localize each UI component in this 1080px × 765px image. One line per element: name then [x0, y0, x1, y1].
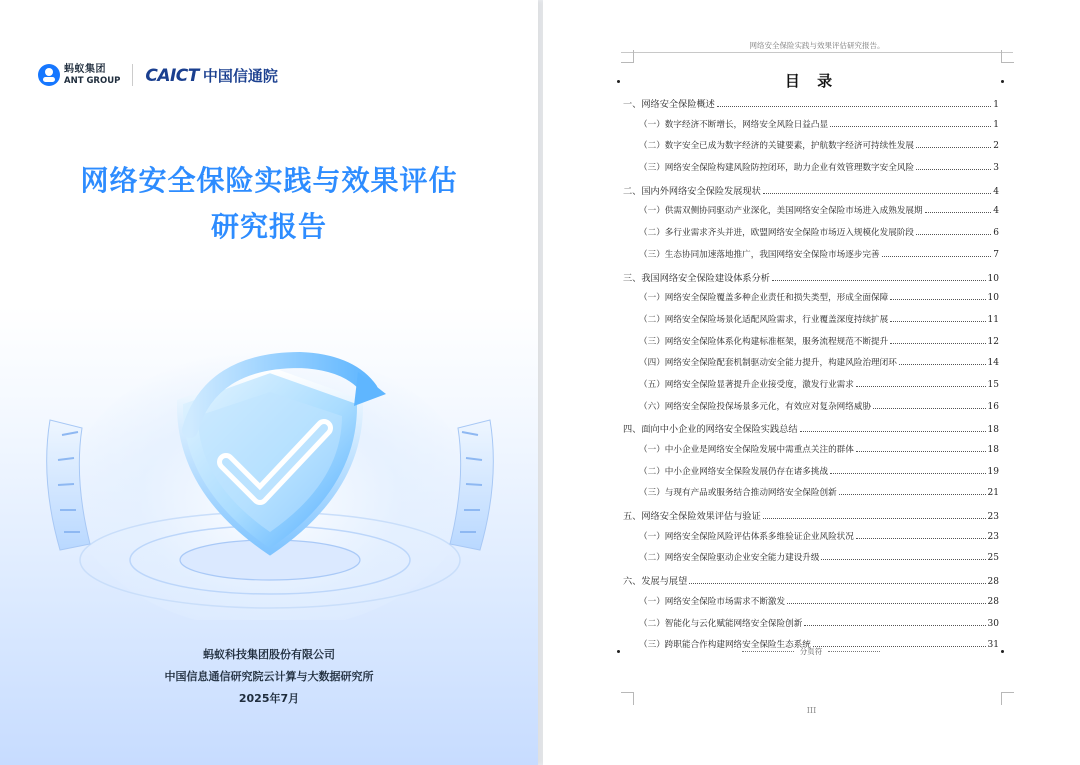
toc-entry-title: 五、网络安全保险效果评估与验证 [623, 511, 761, 523]
toc-dot-leader [830, 126, 991, 127]
toc-entry-page-number: 4 [993, 186, 999, 197]
toc-dot-leader [882, 256, 992, 257]
toc-dot-leader [890, 343, 985, 344]
toc-dot-leader [856, 538, 986, 539]
toc-chapter-entry[interactable] [623, 96, 999, 118]
toc-section-entry[interactable] [623, 204, 999, 226]
toc-entry-page-number: 28 [987, 596, 999, 607]
toc-section-entry[interactable] [623, 486, 999, 508]
caict-logo-en: CAICT [145, 65, 199, 86]
toc-entry-page-number: 7 [993, 249, 999, 260]
toc-dot-leader [787, 603, 985, 604]
toc-entry-title: 三、我国网络安全保险建设体系分析 [623, 272, 770, 284]
cover-date: 2025年7月 [238, 692, 300, 705]
bullet-dot [1001, 650, 1004, 653]
toc-entry-page-number: 10 [987, 273, 999, 284]
toc-entry-page-number: 6 [993, 228, 999, 239]
toc-entry-title: （三）网络安全保险构建风险防控闭环，助力企业有效管理数字安全风险 [639, 163, 915, 174]
cover-publishers [0, 644, 538, 710]
toc-dot-leader [821, 559, 985, 560]
toc-section-entry[interactable] [623, 617, 999, 639]
toc-entry-page-number: 12 [987, 336, 999, 347]
toc-dot-leader [925, 212, 992, 213]
cover-title-line1: 网络安全保险实践与效果评估 [80, 164, 458, 197]
toc-section-entry[interactable] [623, 139, 999, 161]
toc-entry-page-number: 3 [993, 163, 999, 174]
toc-chapter-entry[interactable] [623, 573, 999, 595]
toc-list [623, 96, 999, 660]
toc-entry-title: 一、网络安全保险概述 [623, 99, 715, 110]
toc-chapter-entry[interactable] [623, 270, 999, 292]
toc-entry-title: （二）多行业需求齐头并进，欧盟网络安全保险市场迈入规模化发展阶段 [639, 228, 915, 239]
toc-entry-title: （六）网络安全保险投保场景多元化，有效应对复杂网络威胁 [639, 401, 872, 412]
toc-dot-leader [763, 193, 991, 194]
toc-entry-title: （三）与现有产品或服务结合推动网络安全保险创新 [639, 488, 837, 499]
toc-entry-page-number: 2 [993, 141, 999, 152]
section-break-marker [623, 646, 999, 657]
toc-entry-title: （一）数字经济不断增长，网络安全风险日益凸显 [639, 119, 829, 130]
toc-heading: 目 录 [784, 72, 839, 90]
toc-entry-page-number: 19 [987, 466, 999, 477]
toc-entry-title: （二）网络安全保险驱动企业安全能力建设升级 [639, 553, 820, 564]
toc-entry-title: （五）网络安全保险显著提升企业接受度，激发行业需求 [639, 379, 854, 390]
crop-mark-top-left [621, 50, 634, 63]
toc-dot-leader [839, 494, 986, 495]
toc-entry-title: （二）数字安全已成为数字经济的关键要素，护航数字经济可持续性发展 [639, 141, 915, 152]
toc-dot-leader [856, 386, 986, 387]
toc-entry-page-number: 11 [987, 314, 999, 325]
crop-mark-top-right [1001, 50, 1014, 63]
toc-entry-page-number: 16 [987, 401, 999, 412]
toc-entry-title: 二、国内外网络安全保险发展现状 [623, 185, 761, 197]
toc-entry-page-number: 30 [987, 618, 999, 629]
bullet-dot [617, 650, 620, 653]
toc-section-entry[interactable] [623, 291, 999, 313]
toc-dot-leader [763, 518, 986, 519]
running-head: 网络安全保险实践与效果评估研究报告。 [749, 41, 885, 50]
cover-page [0, 0, 538, 765]
toc-entry-title: （三）网络安全保险体系化构建标准框架，服务流程规范不断提升 [639, 336, 889, 347]
toc-chapter-entry[interactable] [623, 508, 999, 530]
toc-section-entry[interactable] [623, 465, 999, 487]
logo-bar [38, 64, 278, 86]
toc-section-entry[interactable] [623, 551, 999, 573]
toc-entry-title: 六、发展与展望 [623, 576, 688, 588]
toc-section-entry[interactable] [623, 335, 999, 357]
toc-section-entry[interactable] [623, 226, 999, 248]
toc-entry-page-number: 25 [987, 553, 999, 564]
toc-section-entry[interactable] [623, 118, 999, 140]
ant-group-logo-icon [38, 64, 60, 86]
crop-mark-bottom-left [621, 692, 634, 705]
toc-dot-leader [899, 364, 986, 365]
toc-section-entry[interactable] [623, 161, 999, 183]
toc-section-entry[interactable] [623, 443, 999, 465]
page-number: III [806, 706, 817, 715]
toc-entry-title: （二）智能化与云化赋能网络安全保险创新 [639, 618, 803, 629]
toc-section-entry[interactable] [623, 378, 999, 400]
toc-section-entry[interactable] [623, 400, 999, 422]
toc-entry-title: （三）跨职能合作构建网络安全保险生态系统 [639, 640, 811, 651]
toc-entry-page-number: 31 [987, 640, 999, 651]
toc-dot-leader [804, 625, 985, 626]
toc-chapter-entry[interactable] [623, 183, 999, 205]
toc-entry-title: 四、面向中小企业的网络安全保险实践总结 [623, 424, 798, 436]
toc-dot-leader [890, 299, 985, 300]
toc-entry-page-number: 23 [987, 531, 999, 542]
toc-entry-title: （一）网络安全保险市场需求不断激发 [639, 596, 786, 607]
publisher-ant-group: 蚂蚁科技集团股份有限公司 [203, 648, 335, 661]
toc-entry-page-number: 21 [987, 488, 999, 499]
toc-entry-title: （二）网络安全保险场景化适配风险需求，行业覆盖深度持续扩展 [639, 314, 889, 325]
toc-section-entry[interactable] [623, 530, 999, 552]
toc-entry-page-number: 1 [993, 119, 999, 130]
logo-divider [132, 64, 133, 86]
toc-dot-leader [856, 451, 986, 452]
toc-entry-page-number: 15 [987, 379, 999, 390]
toc-entry-title: （三）生态协同加速落地推广，我国网络安全保险市场逐步完善 [639, 249, 880, 260]
toc-section-entry[interactable] [623, 313, 999, 335]
toc-entry-page-number: 18 [987, 445, 999, 455]
toc-entry-page-number: 14 [987, 358, 999, 369]
toc-entry-title: （二）中小企业网络安全保险发展仍存在诸多挑战 [639, 466, 829, 477]
toc-page [543, 0, 1080, 765]
publisher-caict: 中国信息通信研究院云计算与大数据研究所 [164, 670, 374, 683]
toc-dot-leader [830, 473, 985, 474]
caict-logo [145, 65, 278, 86]
toc-dot-leader [916, 147, 991, 148]
toc-dot-leader [890, 321, 985, 322]
toc-chapter-entry[interactable] [623, 421, 999, 443]
toc-entry-title: （一）供需双侧协同驱动产业深化，美国网络安全保险市场进入成熟发展期 [639, 206, 923, 217]
cover-title-line2: 研究报告 [210, 210, 327, 243]
toc-entry-page-number: 23 [987, 512, 999, 523]
toc-dot-leader [873, 408, 986, 409]
toc-dot-leader [916, 169, 991, 170]
caict-logo-cn: 中国信通院 [202, 66, 278, 85]
toc-entry-title: （一）网络安全保险风险评估体系多维验证企业风险状况 [639, 531, 854, 542]
toc-entry-page-number: 10 [987, 293, 999, 304]
header-rule [621, 52, 1013, 53]
toc-section-entry[interactable] [623, 248, 999, 270]
ant-group-logo-cn: 蚂蚁集团 [64, 63, 106, 75]
toc-entry-page-number: 28 [987, 577, 999, 588]
toc-entry-title: （一）网络安全保险覆盖多种企业责任和损失类型，形成全面保障 [639, 293, 889, 304]
toc-dot-leader [800, 431, 986, 432]
ant-group-logo-en: ANT GROUP [64, 75, 121, 86]
toc-entry-title: （四）网络安全保险配套机制驱动安全能力提升，构建风险治理闭环 [639, 358, 897, 369]
toc-dot-leader [717, 106, 991, 107]
toc-section-entry[interactable] [623, 595, 999, 617]
toc-dot-leader [916, 234, 991, 235]
ant-group-logo [38, 64, 120, 86]
shield-check-illustration [40, 320, 500, 620]
toc-entry-page-number: 1 [993, 100, 999, 110]
toc-entry-page-number: 18 [987, 425, 999, 436]
crop-mark-bottom-right [1001, 692, 1014, 705]
toc-entry-page-number: 4 [993, 206, 999, 217]
toc-dot-leader [772, 280, 986, 281]
toc-section-entry[interactable] [623, 356, 999, 378]
cover-title [0, 158, 538, 250]
toc-dot-leader [689, 583, 985, 584]
section-break-label: 分页符 [799, 647, 823, 656]
toc-entry-title: （一）中小企业是网络安全保险发展中需重点关注的群体 [639, 445, 854, 455]
